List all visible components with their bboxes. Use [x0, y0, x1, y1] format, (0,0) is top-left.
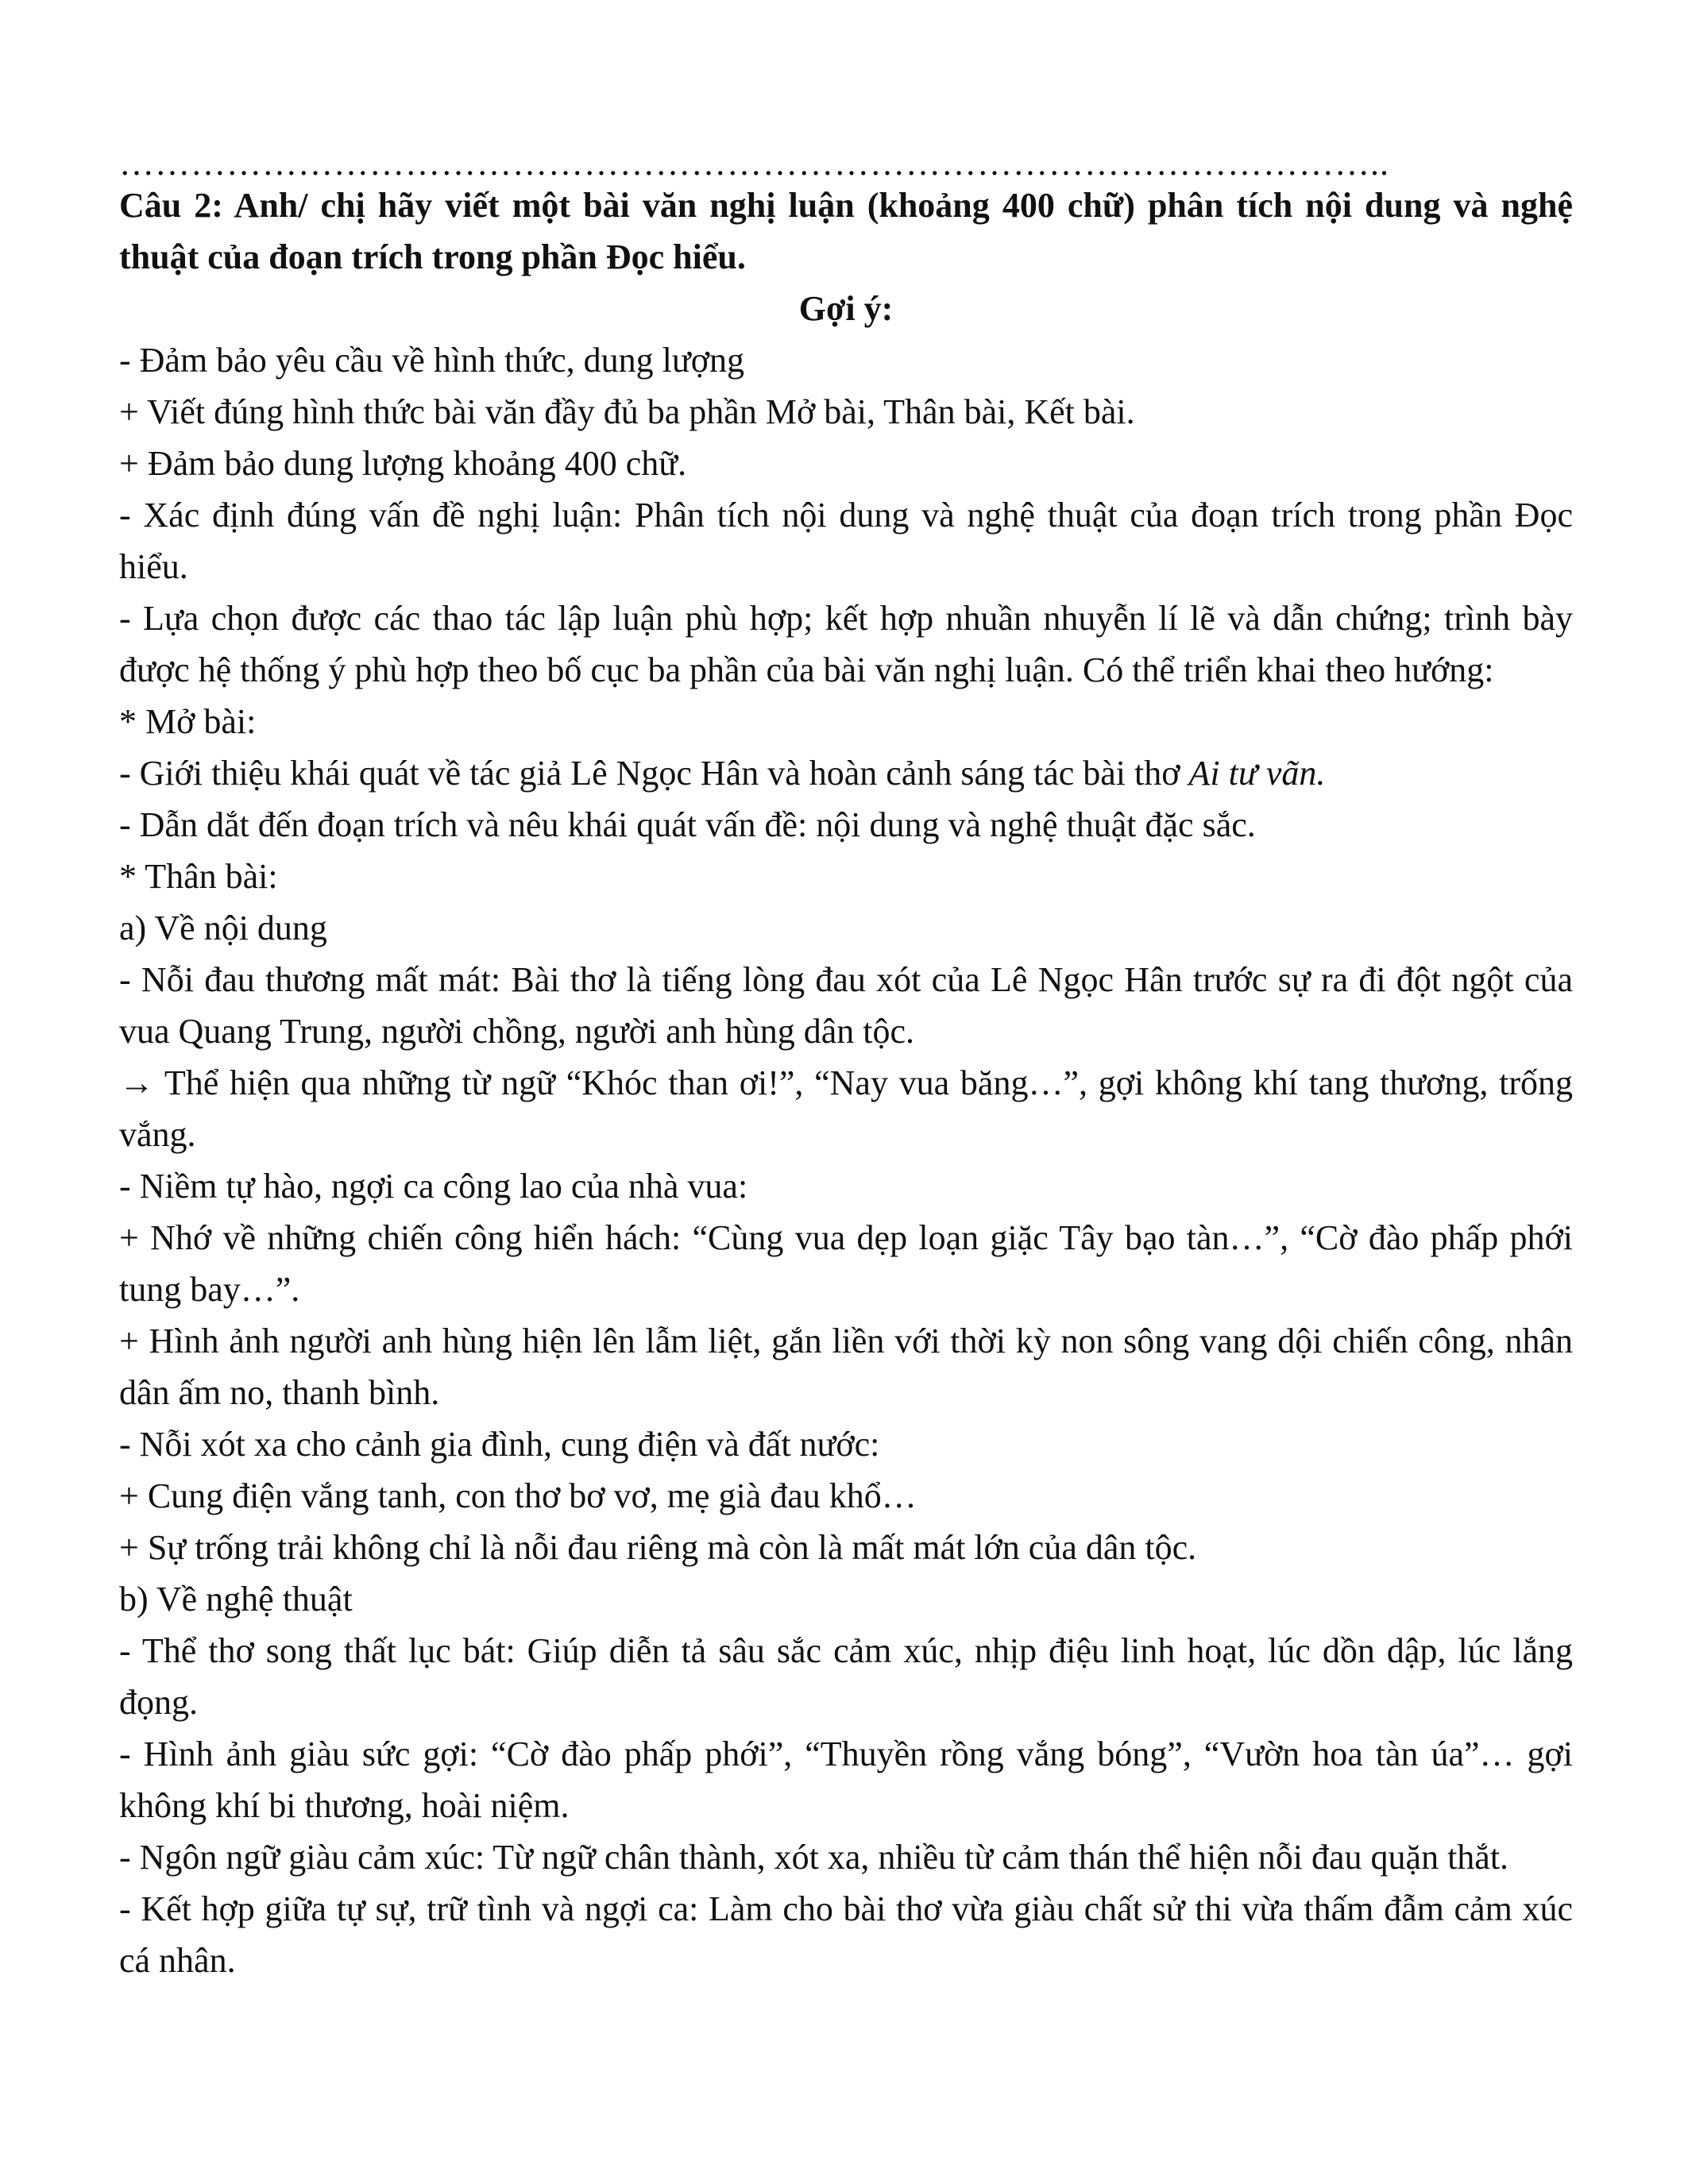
- paragraph-empty-palace: + Cung điện vắng tanh, con thơ bơ vơ, mẹ già đau khổ…: [119, 1476, 917, 1515]
- paragraph-hero-image: + Hình ảnh người anh hùng hiện lên lẫm liệt, gắn liền với thời kỳ non sông vang dội chiến công, nhân dân ấm no, thanh bình.: [119, 1322, 1573, 1412]
- document-page: [119, 148, 1573, 1986]
- paragraph-grief: - Nỗi đau thương mất mát: Bài thơ là tiếng lòng đau xót của Lê Ngọc Hân trước sự ra đi đột ngột của vua Quang Trung, người chồng, người anh hùng dân tộc.: [119, 960, 1573, 1051]
- paragraph-verse-form: - Thể thơ song thất lục bát: Giúp diễn tả sâu sắc cảm xúc, nhịp điệu linh hoạt, lúc dồn dập, lúc lắng đọng.: [119, 1631, 1573, 1722]
- section-introduction: * Mở bài:: [119, 702, 257, 741]
- paragraph-sorrow: - Nỗi xót xa cho cảnh gia đình, cung điện và đất nước:: [119, 1425, 880, 1464]
- hint-title: Gợi ý:: [798, 289, 894, 328]
- intro-author-text: - Giới thiệu khái quát về tác giả Lê Ngọc Hân và hoàn cảnh sáng tác bài thơ: [119, 754, 1189, 793]
- subsection-art: b) Về nghệ thuật: [119, 1580, 353, 1619]
- paragraph-national-loss: + Sự trống trải không chỉ là nỗi đau riêng mà còn là mất mát lớn của dân tộc.: [119, 1528, 1197, 1567]
- paragraph-three-parts: + Viết đúng hình thức bài văn đầy đủ ba phần Mở bài, Thân bài, Kết bài.: [119, 392, 1135, 431]
- poem-title: Ai tư vãn.: [1188, 754, 1326, 793]
- paragraph-argument-methods: - Lựa chọn được các thao tác lập luận phù hợp; kết hợp nhuần nhuyễn lí lẽ và dẫn chứng; trình bày được hệ thống ý phù hợp theo bố cục ba phần của bài văn nghị luận. Có thể triển khai theo hướng:: [119, 599, 1573, 689]
- section-body: * Thân bài:: [119, 857, 278, 896]
- paragraph-intro-author: [119, 747, 1573, 799]
- dotted-line: ……………………………………………………………………………………………..: [119, 148, 1389, 179]
- paragraph-combination: - Kết hợp giữa tự sự, trữ tình và ngợi ca: Làm cho bài thơ vừa giàu chất sử thi vừa thấm đẫm cảm xúc cá nhân.: [119, 1889, 1573, 1980]
- paragraph-form-requirement: - Đảm bảo yêu cầu về hình thức, dung lượng: [119, 341, 744, 380]
- paragraph-language: - Ngôn ngữ giàu cảm xúc: Từ ngữ chân thành, xót xa, nhiều từ cảm thán thể hiện nỗi đau quặn thắt.: [119, 1838, 1509, 1877]
- paragraph-imagery: - Hình ảnh giàu sức gợi: “Cờ đào phấp phới”, “Thuyền rồng vắng bóng”, “Vườn hoa tàn úa”… gợi không khí bi thương, hoài niệm.: [119, 1734, 1573, 1825]
- paragraph-victories: + Nhớ về những chiến công hiển hách: “Cùng vua dẹp loạn giặc Tây bạo tàn…”, “Cờ đào phấp phới tung bay…”.: [119, 1218, 1573, 1309]
- subsection-content: a) Về nội dung: [119, 909, 327, 947]
- paragraph-intro-lead: - Dẫn dắt đến đoạn trích và nêu khái quát vấn đề: nội dung và nghệ thuật đặc sắc.: [119, 805, 1256, 844]
- paragraph-identify-issue: - Xác định đúng vấn đề nghị luận: Phân tích nội dung và nghệ thuật của đoạn trích trong phần Đọc hiểu.: [119, 496, 1573, 586]
- paragraph-word-count: + Đảm bảo dung lượng khoảng 400 chữ.: [119, 444, 687, 483]
- question-heading: Câu 2: Anh/ chị hãy viết một bài văn nghị luận (khoảng 400 chữ) phân tích nội dung và nghệ thuật của đoạn trích trong phần Đọc hiểu.: [119, 186, 1573, 276]
- paragraph-pride: - Niềm tự hào, ngợi ca công lao của nhà vua:: [119, 1167, 748, 1206]
- paragraph-grief-expression: → Thể hiện qua những từ ngữ “Khóc than ơi!”, “Nay vua băng…”, gợi không khí tang thương, trống vắng.: [119, 1063, 1573, 1154]
